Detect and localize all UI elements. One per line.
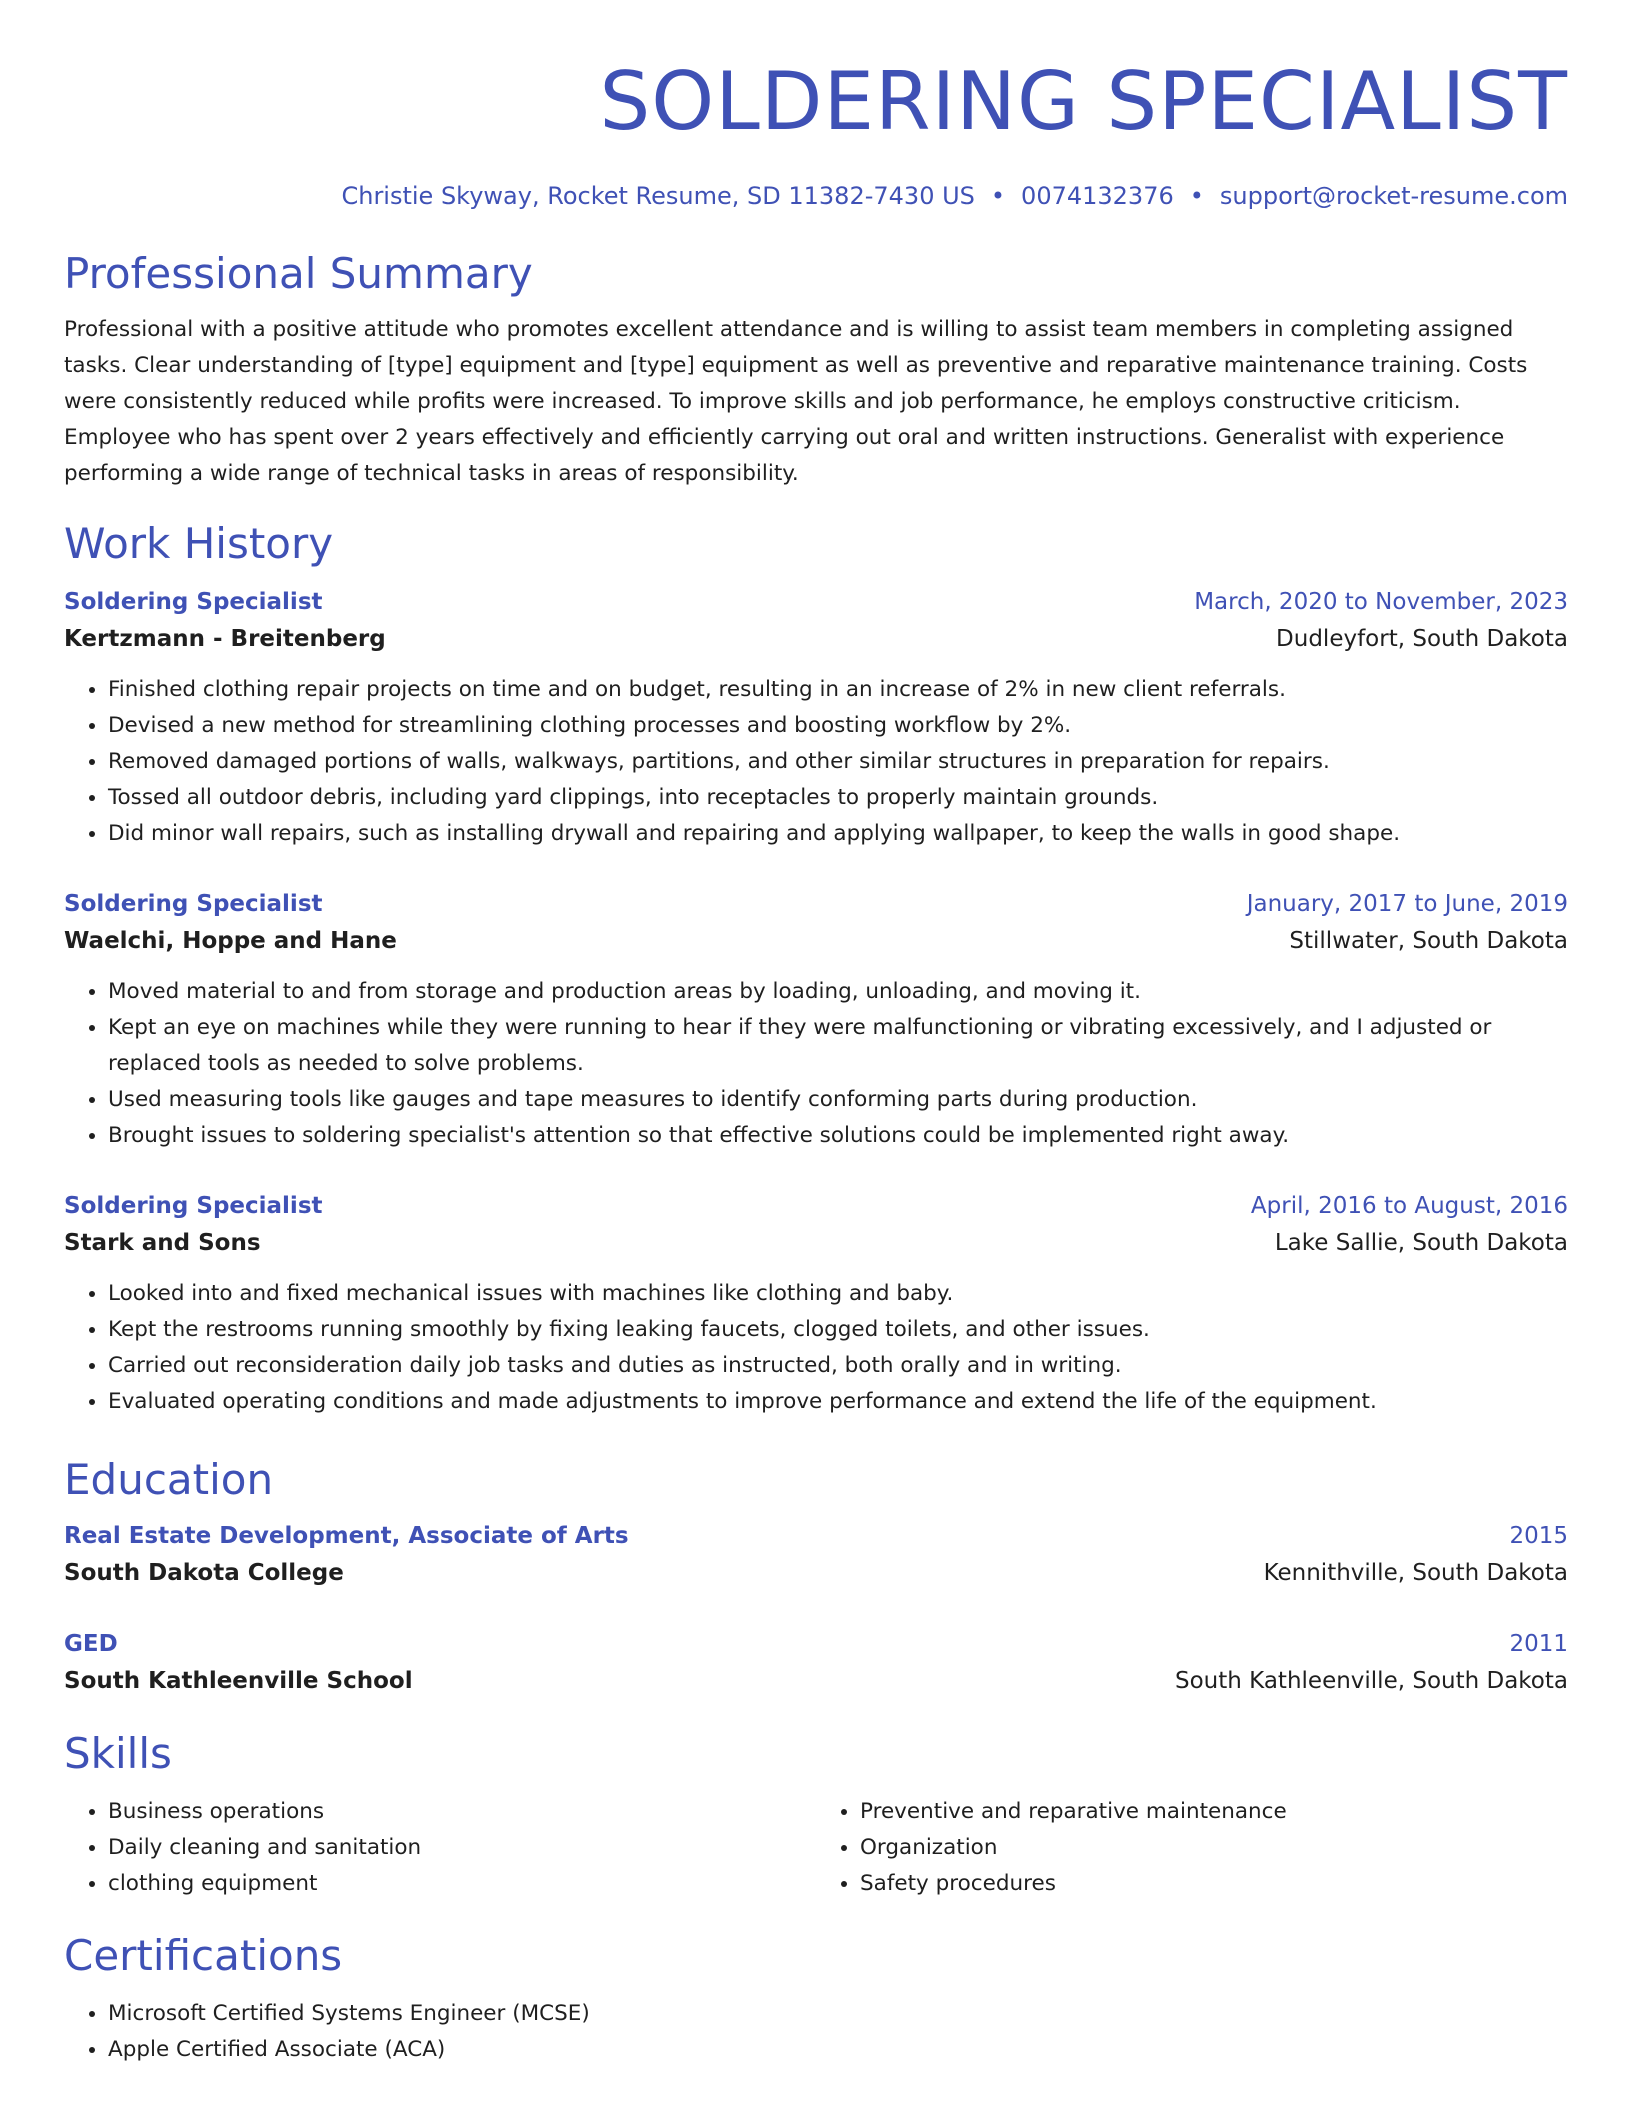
education-school: South Dakota College bbox=[64, 1560, 344, 1586]
job-location: Lake Sallie, South Dakota bbox=[1274, 1230, 1568, 1256]
certifications-heading: Certifications bbox=[64, 1931, 343, 1980]
resume-page bbox=[64, 0, 1568, 2068]
contact-separator: • bbox=[1189, 182, 1204, 210]
job-title: Soldering Specialist bbox=[64, 589, 323, 615]
education-degree: GED bbox=[64, 1631, 118, 1657]
education-year: 2015 bbox=[1509, 1523, 1568, 1549]
list-item: • Removed damaged portions of walls, walkways, partitions, and other similar structures in preparation for repairs. bbox=[108, 744, 1568, 780]
list-item: • Safety procedures bbox=[860, 1866, 1568, 1902]
list-item: • Used measuring tools like gauges and tape measures to identify conforming parts during production. bbox=[108, 1082, 1568, 1118]
job-title: Soldering Specialist bbox=[64, 1193, 323, 1219]
list-item: • Did minor wall repairs, such as installing drywall and repairing and applying wallpaper, to keep the walls in good shape. bbox=[108, 816, 1568, 852]
job-entry bbox=[64, 886, 1568, 1154]
list-item: • Daily cleaning and sanitation bbox=[108, 1830, 816, 1866]
contact-separator: • bbox=[990, 182, 1006, 210]
job-location: Dudleyfort, South Dakota bbox=[1276, 626, 1568, 652]
job-company: Stark and Sons bbox=[64, 1230, 261, 1256]
contact-email[interactable]: support@rocket-resume.com bbox=[1219, 182, 1568, 210]
education-location: Kennithville, South Dakota bbox=[1263, 1560, 1568, 1586]
contact-address: Christie Skyway, Rocket Resume, SD 11382-7430 US bbox=[341, 182, 975, 210]
summary-heading: Professional Summary bbox=[64, 249, 533, 298]
page-title: SOLDERING SPECIALIST bbox=[599, 55, 1568, 148]
education-heading: Education bbox=[64, 1455, 274, 1504]
job-dates: April, 2016 to August, 2016 bbox=[1250, 1193, 1568, 1219]
education-school: South Kathleenville School bbox=[64, 1668, 413, 1694]
certifications-list bbox=[64, 1996, 1568, 2068]
job-title: Soldering Specialist bbox=[64, 891, 323, 917]
list-item: • Carried out reconsideration daily job tasks and duties as instructed, both orally and in writing. bbox=[108, 1348, 1568, 1384]
job-duties bbox=[64, 974, 1568, 1154]
skills-column-right bbox=[816, 1794, 1568, 1902]
job-company: Waelchi, Hoppe and Hane bbox=[64, 928, 397, 954]
education-entry bbox=[64, 1626, 1568, 1700]
list-item: • Kept an eye on machines while they were running to hear if they were malfunctioning or vibrating excessively, and I adjusted or replaced tools as needed to solve problems. bbox=[108, 1010, 1568, 1082]
list-item: • Looked into and fixed mechanical issues with machines like clothing and baby. bbox=[108, 1276, 1568, 1312]
job-company: Kertzmann - Breitenberg bbox=[64, 626, 386, 652]
list-item: • Moved material to and from storage and production areas by loading, unloading, and moving it. bbox=[108, 974, 1568, 1010]
job-duties bbox=[64, 1276, 1568, 1420]
list-item: • clothing equipment bbox=[108, 1866, 816, 1902]
job-dates: January, 2017 to June, 2019 bbox=[1246, 891, 1568, 917]
education-entry bbox=[64, 1518, 1568, 1592]
education-degree: Real Estate Development, Associate of Arts bbox=[64, 1523, 629, 1549]
education-location: South Kathleenville, South Dakota bbox=[1175, 1668, 1568, 1694]
summary-text: Professional with a positive attitude who promotes excellent attendance and is willing to assist team members in completing assigned tasks. Clear understanding of [type] equipment and [type] equipment as well as preventive and reparative maintenance training. Costs were consistently reduced while profits were increased. To improve skills and job performance, he employs constructive criticism. Employee who has spent over 2 years effectively and efficiently carrying out oral and written instructions. Generalist with experience performing a wide range of technical tasks in areas of responsibility. bbox=[64, 317, 1528, 486]
skills-column-left bbox=[64, 1794, 816, 1902]
list-item: • Business operations bbox=[108, 1794, 816, 1830]
list-item: • Kept the restrooms running smoothly by fixing leaking faucets, clogged toilets, and other issues. bbox=[108, 1312, 1568, 1348]
job-duties bbox=[64, 672, 1568, 852]
job-dates: March, 2020 to November, 2023 bbox=[1194, 589, 1568, 615]
list-item: • Devised a new method for streamlining clothing processes and boosting workflow by 2%. bbox=[108, 708, 1568, 744]
list-item: • Organization bbox=[860, 1830, 1568, 1866]
education-year: 2011 bbox=[1509, 1631, 1568, 1657]
list-item: • Brought issues to soldering specialist's attention so that effective solutions could be implemented right away. bbox=[108, 1118, 1568, 1154]
list-item: • Tossed all outdoor debris, including yard clippings, into receptacles to properly maintain grounds. bbox=[108, 780, 1568, 816]
resume-header bbox=[64, 0, 1568, 212]
contact-line bbox=[64, 180, 1568, 212]
job-entry bbox=[64, 1188, 1568, 1420]
job-entry bbox=[64, 584, 1568, 852]
work-history-heading: Work History bbox=[64, 519, 334, 568]
list-item: • Preventive and reparative maintenance bbox=[860, 1794, 1568, 1830]
job-location: Stillwater, South Dakota bbox=[1289, 928, 1568, 954]
list-item: • Evaluated operating conditions and made adjustments to improve performance and extend the life of the equipment. bbox=[108, 1384, 1568, 1420]
list-item: • Apple Certified Associate (ACA) bbox=[108, 2032, 1568, 2068]
list-item: • Microsoft Certified Systems Engineer (MCSE) bbox=[108, 1996, 1568, 2032]
skills-heading: Skills bbox=[64, 1729, 172, 1778]
list-item: • Finished clothing repair projects on time and on budget, resulting in an increase of 2% in new client referrals. bbox=[108, 672, 1568, 708]
skills-list bbox=[64, 1794, 1568, 1902]
contact-phone: 0074132376 bbox=[1021, 182, 1174, 210]
